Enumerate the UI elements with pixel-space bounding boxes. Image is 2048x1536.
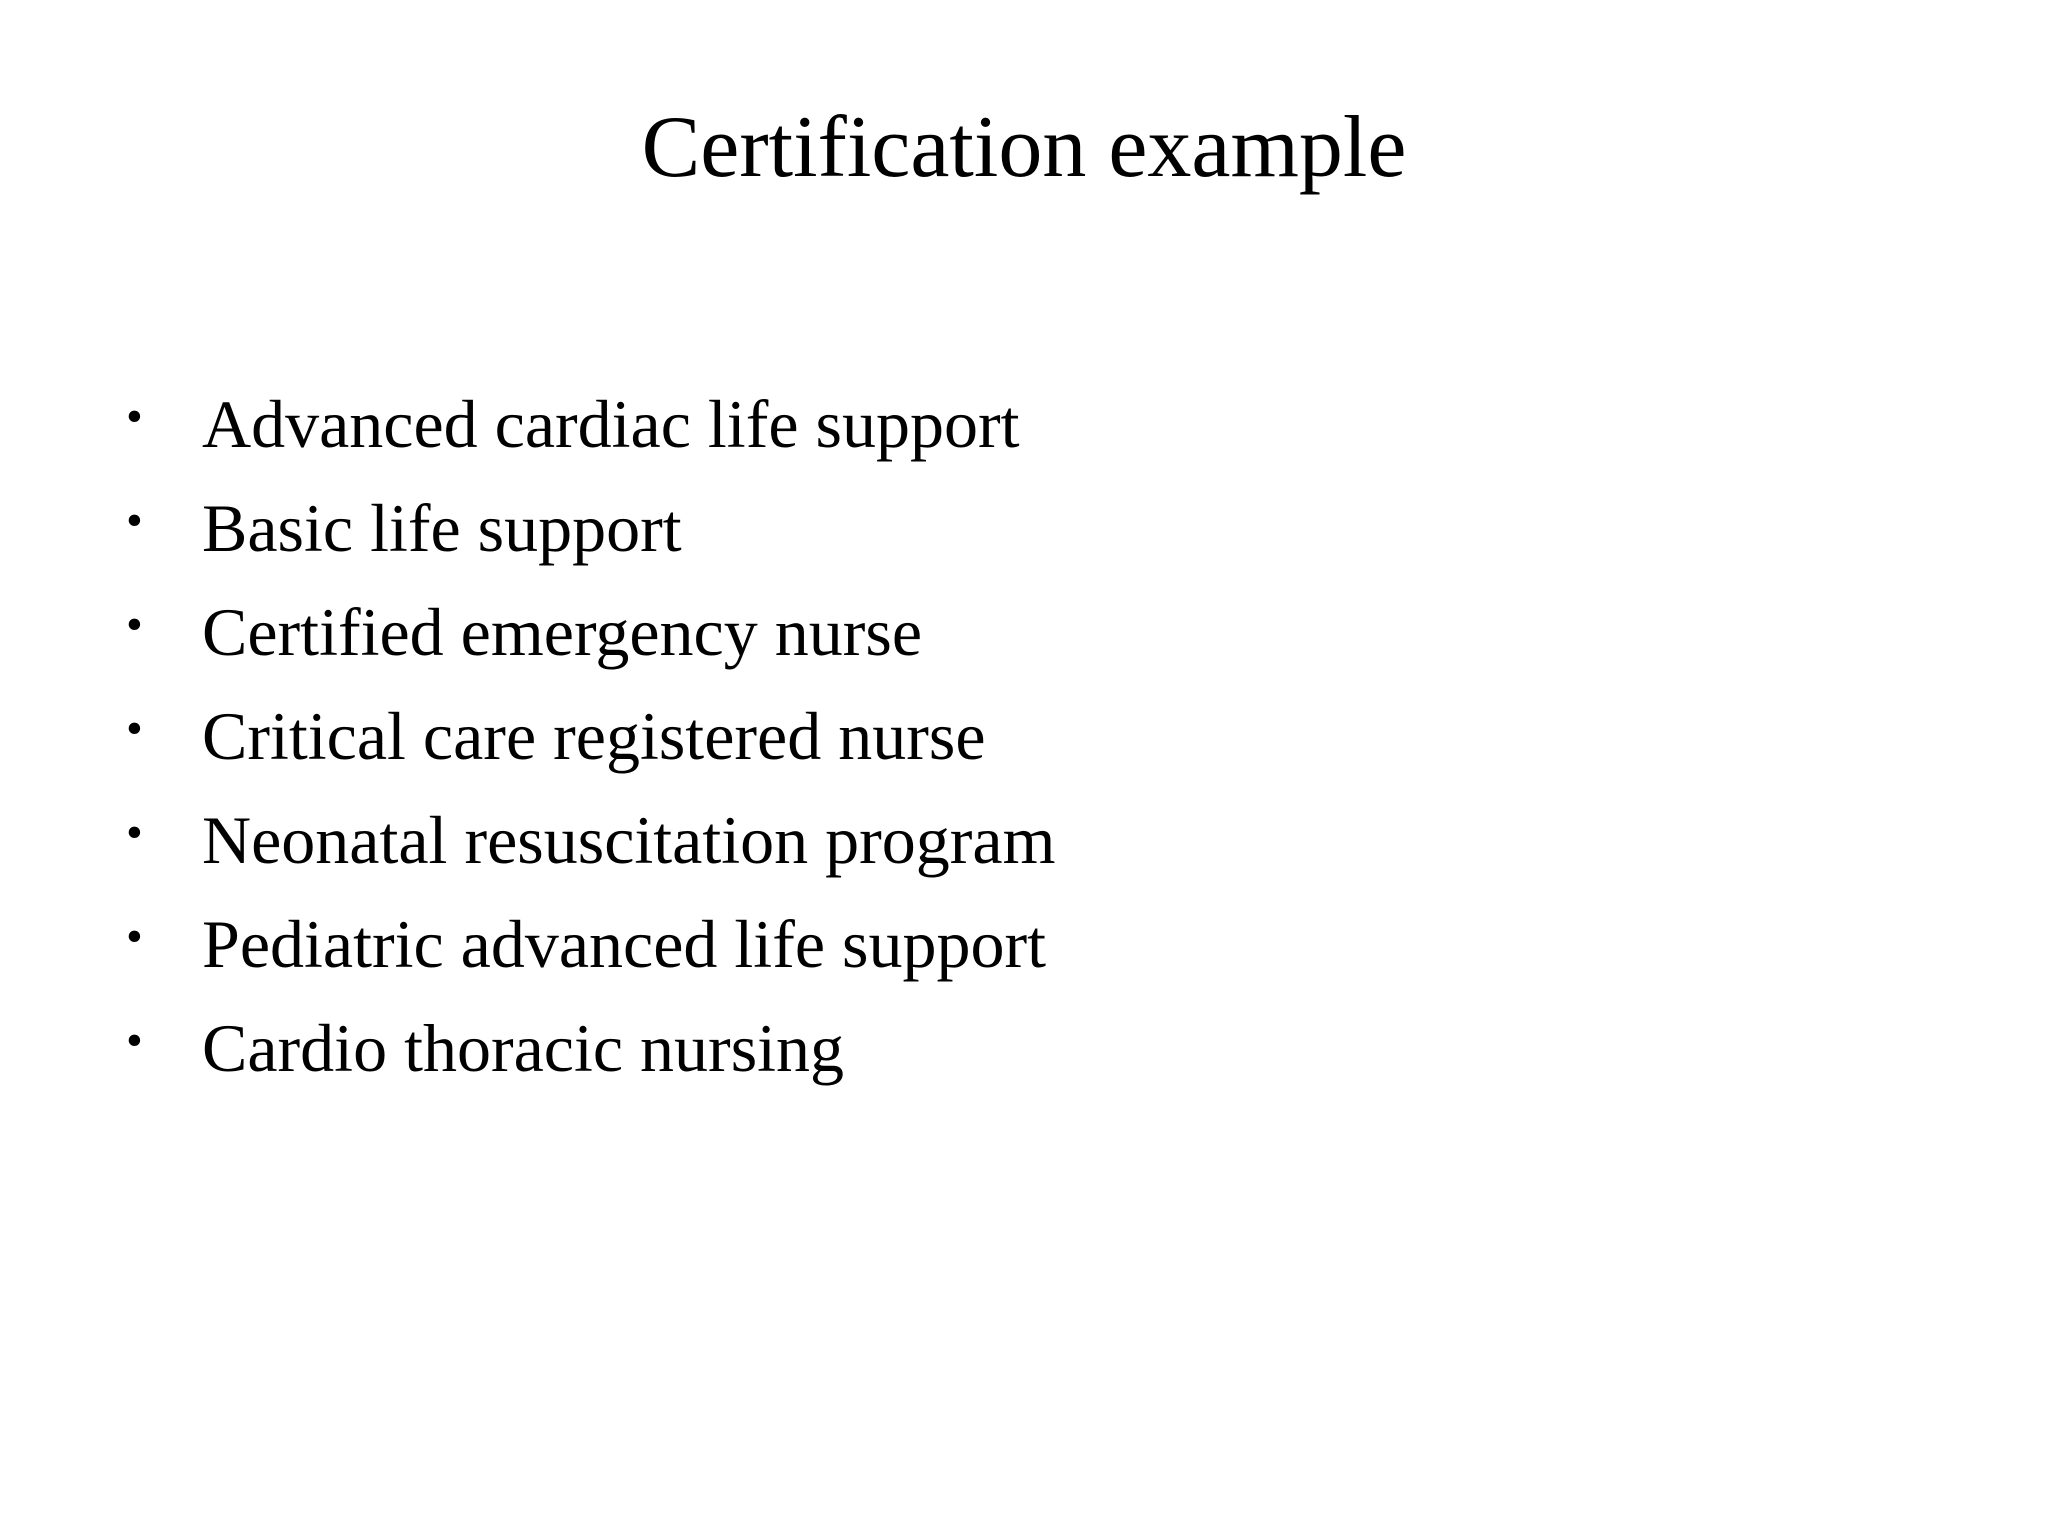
bullet-text: Advanced cardiac life support [202, 386, 1020, 462]
bullet-text: Cardio thoracic nursing [202, 1010, 845, 1086]
bullet-text: Pediatric advanced life support [202, 906, 1047, 982]
bullet-item-certified-emergency-nurse [120, 580, 1056, 684]
bullet-item-basic-life-support [120, 476, 1056, 580]
bullet-icon: • [126, 910, 143, 963]
bullet-icon: • [126, 1014, 143, 1067]
bullet-text: Certified emergency nurse [202, 594, 923, 670]
bullet-item-critical-care-registered-nurse [120, 684, 1056, 788]
bullet-text: Neonatal resuscitation program [202, 802, 1056, 878]
bullet-item-pediatric-advanced-life-support [120, 892, 1056, 996]
bullet-list [120, 372, 1056, 1100]
bullet-icon: • [126, 702, 143, 755]
bullet-text: Critical care registered nurse [202, 698, 986, 774]
bullet-item-cardio-thoracic-nursing [120, 996, 1056, 1100]
bullet-item-neonatal-resuscitation-program [120, 788, 1056, 892]
bullet-item-advanced-cardiac-life-support [120, 372, 1056, 476]
bullet-icon: • [126, 494, 143, 547]
bullet-text: Basic life support [202, 490, 682, 566]
bullet-icon: • [126, 598, 143, 651]
bullet-icon: • [126, 806, 143, 859]
slide-title: Certification example [641, 99, 1407, 196]
bullet-icon: • [126, 390, 143, 443]
